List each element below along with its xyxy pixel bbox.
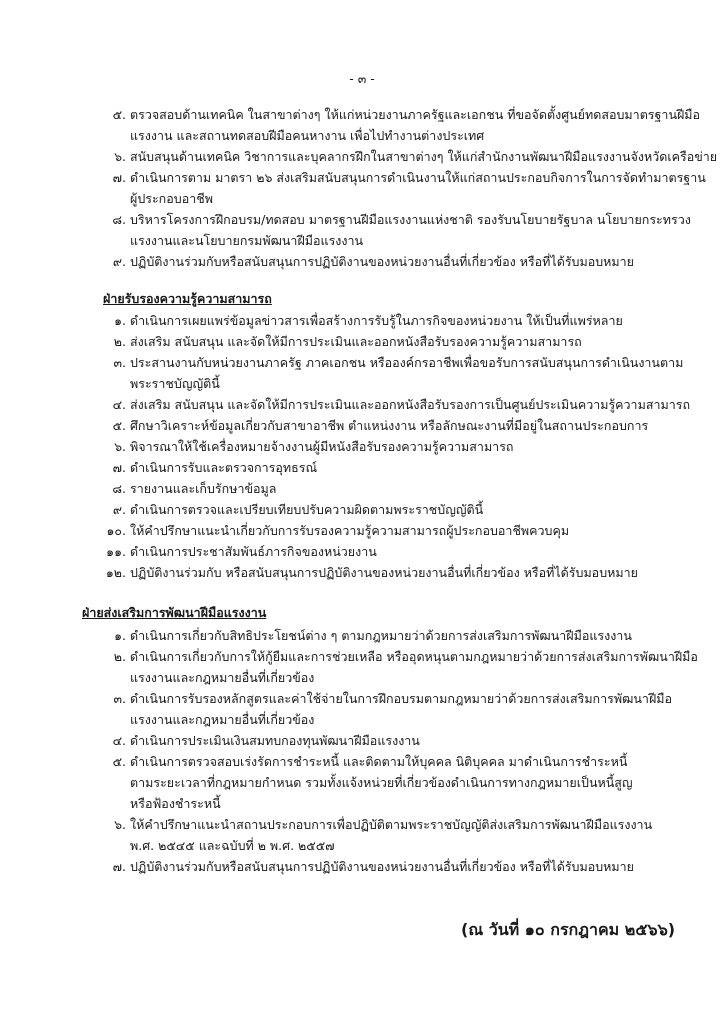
item-text: ส่งเสริม สนับสนุน และจัดให้มีการประเมินและออกหนังสือรับรองการเป็นศูนย์ประเมินความรู้ความสามารถ xyxy=(130,397,691,412)
item-text: ดำเนินการเกี่ยวกับสิทธิประโยชน์ต่าง ๆ ตามกฎหมายว่าด้วยการส่งเสริมการพัฒนาฝีมือแรงงาน xyxy=(130,628,632,643)
list-item xyxy=(0,688,724,730)
item-number: ๓. xyxy=(113,355,126,370)
item-number: ๑๐. xyxy=(106,523,126,538)
item-text: ดำเนินการเกี่ยวกับการให้กู้ยืมและการช่วยเหลือ หรืออุดหนุนตามกฎหมายว่าด้วยการส่งเสริมการพัฒนาฝีมือ xyxy=(130,649,698,664)
list-item xyxy=(0,730,724,751)
list-item xyxy=(0,104,724,146)
item-number: ๑๒. xyxy=(105,565,126,580)
section-heading-certification: ฝ่ายรับรองความรู้ความสามารถ xyxy=(103,291,272,306)
item-text: ดำเนินการประชาสัมพันธ์ภารกิจของหน่วยงาน xyxy=(130,544,377,559)
list-item xyxy=(0,436,724,457)
item-text: สนับสนุนด้านเทคนิค วิชาการและบุคลากรฝึกในสาขาต่างๆ ให้แก่สำนักงานพัฒนาฝีมือแรงงานจังหวัดเครือข่าย xyxy=(130,149,718,164)
item-text: ส่งเสริม สนับสนุน และจัดให้มีการประเมินและออกหนังสือรับรองความรู้ความสามารถ xyxy=(130,334,582,349)
item-number: ๘. xyxy=(112,481,126,496)
list-item xyxy=(0,415,724,436)
item-text: ดำเนินการรับรองหลักสูตรและค่าใช้จ่ายในการฝึกอบรมตามกฎหมายว่าด้วยการส่งเสริมการพัฒนาฝีมือ xyxy=(130,691,673,706)
list-item xyxy=(0,625,724,646)
list-item xyxy=(0,520,724,541)
item-text-cont: แรงงานและนโยบายกรมพัฒนาฝีมือแรงงาน xyxy=(130,233,364,248)
list-item xyxy=(0,856,724,877)
item-number: ๓. xyxy=(113,691,126,706)
item-text: ปฏิบัติงานร่วมกับหรือสนับสนุนการปฏิบัติงานของหน่วยงานอื่นที่เกี่ยวข้อง หรือที่ได้รับมอบหมาย xyxy=(130,859,634,874)
list-item xyxy=(0,310,724,331)
item-text: รายงานและเก็บรักษาข้อมูล xyxy=(130,481,277,496)
item-number: ๕. xyxy=(112,418,126,433)
item-number: ๖. xyxy=(114,817,126,832)
item-number: ๙. xyxy=(112,254,126,269)
item-text: ศึกษาวิเคราะห์ข้อมูลเกี่ยวกับสาขาอาชีพ ตำแหน่งงาน หรือลักษณะงานที่มีอยู่ในสถานประกอบการ xyxy=(130,418,649,433)
item-number: ๕. xyxy=(112,107,126,122)
list-item xyxy=(0,814,724,856)
effective-date: (ณ วันที่ ๑๐ กรกฎาคม ๒๕๖๖) xyxy=(461,920,676,939)
item-number: ๗. xyxy=(112,859,126,874)
list-item xyxy=(0,209,724,251)
item-text: ปฏิบัติงานร่วมกับ หรือสนับสนุนการปฏิบัติงานของหน่วยงานอื่นที่เกี่ยวข้อง หรือที่ได้รับมอบหมาย xyxy=(130,565,638,580)
list-item xyxy=(0,352,724,394)
list-item xyxy=(0,331,724,352)
item-number: ๑. xyxy=(114,628,126,643)
section-c-list xyxy=(0,625,724,877)
item-number: ๔. xyxy=(112,733,126,748)
item-text-cont: แรงงานและกฎหมายอื่นที่เกี่ยวข้อง xyxy=(130,712,315,727)
item-number: ๙. xyxy=(112,502,126,517)
section-a-list xyxy=(0,104,724,272)
item-text-cont: พระราชบัญญัตินี้ xyxy=(130,376,220,391)
item-text-cont: หรือฟ้องชำระหนี้ xyxy=(130,796,221,811)
item-text: ดำเนินการประเมินเงินสมทบกองทุนพัฒนาฝีมือแรงงาน xyxy=(130,733,420,748)
item-text: ให้คำปรึกษาแนะนำเกี่ยวกับการรับรองความรู้ความสามารถผู้ประกอบอาชีพควบคุม xyxy=(130,523,570,538)
item-text: ให้คำปรึกษาแนะนำสถานประกอบการเพื่อปฏิบัติตามพระราชบัญญัติส่งเสริมการพัฒนาฝีมือแรงงาน xyxy=(130,817,653,832)
item-number: ๑๑. xyxy=(106,544,126,559)
item-number: ๘. xyxy=(112,212,126,227)
list-item xyxy=(0,646,724,688)
list-item xyxy=(0,478,724,499)
list-item xyxy=(0,251,724,272)
item-text-cont: แรงงาน และสถานทดสอบฝีมือคนหางาน เพื่อไปทำงานต่างประเทศ xyxy=(130,128,485,143)
item-text: พิจารณาให้ใช้เครื่องหมายจ้างงานผู้มีหนังสือรับรองความรู้ความสามารถ xyxy=(130,439,514,454)
item-text: ดำเนินการรับและตรวจการอุทธรณ์ xyxy=(130,460,318,475)
item-number: ๔. xyxy=(112,397,126,412)
page-number: - ๓ - xyxy=(349,71,375,86)
item-text: ประสานงานกับหน่วยงานภาครัฐ ภาคเอกชน หรือองค์กรอาชีพเพื่อขอรับการสนับสนุนการดำเนินงานตาม xyxy=(130,355,684,370)
item-number: ๒. xyxy=(113,649,126,664)
item-number: ๒. xyxy=(113,334,126,349)
item-text-cont: ผู้ประกอบอาชีพ xyxy=(130,191,213,206)
item-number: ๕. xyxy=(112,754,126,769)
list-item xyxy=(0,499,724,520)
item-text: ดำเนินการตรวจสอบเร่งรัดการชำระหนี้ และติดตามให้บุคคล นิติบุคคล มาดำเนินการชำระหนี้ xyxy=(130,754,628,769)
item-text-cont: ตามระยะเวลาที่กฎหมายกำหนด รวมทั้งแจ้งหน่วยที่เกี่ยวข้องดำเนินการทางกฎหมายเป็นหนี้สูญ xyxy=(130,775,633,790)
item-number: ๖. xyxy=(114,149,126,164)
item-number: ๗. xyxy=(112,170,126,185)
list-item xyxy=(0,541,724,562)
section-b-list xyxy=(0,310,724,583)
item-text: บริหารโครงการฝึกอบรม/ทดสอบ มาตรฐานฝีมือแรงงานแห่งชาติ รองรับนโยบายรัฐบาล นโยบายกระทรวง xyxy=(130,212,691,227)
list-item xyxy=(0,146,724,167)
item-text-cont: แรงงานและกฎหมายอื่นที่เกี่ยวข้อง xyxy=(130,670,315,685)
item-number: ๖. xyxy=(114,439,126,454)
item-number: ๑. xyxy=(114,313,126,328)
item-text: ดำเนินการเผยแพร่ข้อมูลข่าวสารเพื่อสร้างการรับรู้ในภารกิจของหน่วยงาน ให้เป็นที่แพร่หลาย xyxy=(130,313,623,328)
item-text: ดำเนินการตาม มาตรา ๒๖ ส่งเสริมสนับสนุนการดำเนินงานให้แก่สถานประกอบกิจการในการจัดทำมาตรฐาน xyxy=(130,170,706,185)
list-item xyxy=(0,457,724,478)
item-text: ตรวจสอบด้านเทคนิค ในสาขาต่างๆ ให้แก่หน่วยงานภาครัฐและเอกชน ที่ขอจัดตั้งศูนย์ทดสอบมาตรฐานฝีมือ xyxy=(130,107,701,122)
list-item xyxy=(0,751,724,814)
list-item xyxy=(0,167,724,209)
section-heading-promotion: ฝ่ายส่งเสริมการพัฒนาฝีมือแรงงาน xyxy=(82,605,267,620)
item-number: ๗. xyxy=(112,460,126,475)
list-item xyxy=(0,394,724,415)
item-text: ปฏิบัติงานร่วมกับหรือสนับสนุนการปฏิบัติงานของหน่วยงานอื่นที่เกี่ยวข้อง หรือที่ได้รับมอบหมาย xyxy=(130,254,634,269)
item-text: ดำเนินการตรวจและเปรียบเทียบปรับความผิดตามพระราชบัญญัตินี้ xyxy=(130,502,484,517)
item-text-cont: พ.ศ. ๒๕๔๕ และฉบับที่ ๒ พ.ศ. ๒๕๕๗ xyxy=(130,838,335,853)
list-item xyxy=(0,562,724,583)
